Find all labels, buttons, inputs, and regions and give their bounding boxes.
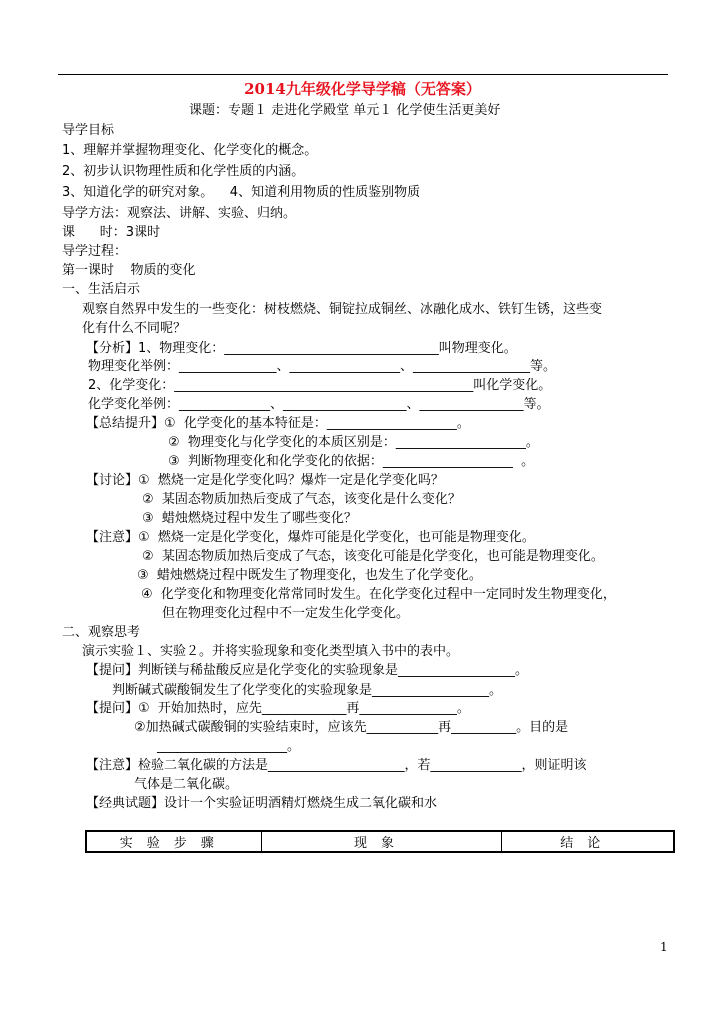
text-line: ③ 判断物理变化和化学变化的依据：____________________ 。 bbox=[168, 454, 535, 469]
text-line: 导学目标 bbox=[62, 123, 115, 138]
text-line: ② 物理变化与化学变化的本质区别是：____________________。 bbox=[168, 435, 539, 450]
text-line: 观察自然界中发生的一些变化：树枝燃烧、铜锭拉成铜丝、冰融化成水、铁钉生锈，这些变 bbox=[82, 302, 603, 317]
table-header-cell: 结论 bbox=[501, 831, 674, 852]
text-line: 【讨论】① 燃烧一定是化学变化吗？爆炸一定是化学变化吗？ bbox=[86, 473, 444, 488]
table-header-cell: 实验步骤 bbox=[86, 831, 261, 852]
text-line: 物理变化举例：_______________、_________________、__________________等。 bbox=[88, 359, 557, 374]
text-line: 导学过程： bbox=[62, 244, 128, 259]
table-header-cell: 现象 bbox=[261, 831, 501, 852]
text-line: 1、理解并掌握物理变化、化学变化的概念。 bbox=[62, 143, 318, 158]
text-line: ③ 蜡烛燃烧过程中发生了哪些变化？ bbox=[142, 511, 357, 526]
text-line: 2、化学变化：______________________________________________叫化学变化。 bbox=[88, 378, 552, 393]
text-line: 化学变化举例：______________、___________________、________________等。 bbox=[88, 397, 550, 412]
text-line: ④ 化学变化和物理变化常常同时发生。在化学变化过程中一定同时发生物理变化， bbox=[141, 587, 616, 602]
text-line: 导学方法：观察法、讲解、实验、归纳。 bbox=[62, 206, 297, 221]
text-line: 【提问】判断镁与稀盐酸反应是化学变化的实验现象是__________________。 bbox=[86, 663, 529, 678]
text-line: ③ 蜡烛燃烧过程中既发生了物理变化，也发生了化学变化。 bbox=[137, 568, 482, 583]
text-line: 化有什么不同呢？ bbox=[82, 321, 187, 336]
text-line: 【注意】检验二氧化碳的方法是_____________________，若______________，则证明该 bbox=[86, 758, 587, 773]
text-line: 【提问】① 开始加热时，应先_____________再_______________。 bbox=[86, 701, 470, 716]
text-line: 气体是二氧化碳。 bbox=[134, 777, 239, 792]
text-line: ② 某固态物质加热后变成了气态，该变化可能是化学变化，也可能是物理变化。 bbox=[142, 549, 604, 564]
text-line: 二、观察思考 bbox=[62, 625, 141, 640]
text-line: 第一课时 物质的变化 bbox=[62, 263, 196, 278]
text-line: 判断碱式碳酸铜发生了化学变化的实验现象是__________________。 bbox=[112, 683, 503, 698]
text-line: 课 时：3课时 bbox=[62, 225, 161, 240]
header-rule bbox=[58, 74, 668, 75]
text-line: 【分析】1、物理变化：_________________________________叫物理变化。 bbox=[86, 341, 517, 356]
lesson-subtitle: 课题：专题１ 走进化学殿堂 单元１ 化学使生活更美好 bbox=[189, 103, 501, 118]
text-line: ____________________。 bbox=[157, 739, 301, 754]
text-line: 但在物理变化过程中不一定发生化学变化。 bbox=[162, 606, 410, 621]
text-line: 【注意】① 燃烧一定是化学变化，爆炸可能是化学变化，也可能是物理变化。 bbox=[86, 530, 535, 545]
table-header-row bbox=[86, 831, 674, 852]
page-number: 1 bbox=[660, 940, 668, 954]
text-line: 3、知道化学的研究对象。 4、知道利用物质的性质鉴别物质 bbox=[62, 185, 421, 200]
text-line: ② 某固态物质加热后变成了气态，该变化是什么变化？ bbox=[142, 492, 461, 507]
experiment-table bbox=[85, 830, 675, 853]
text-line: 【总结提升】① 化学变化的基本特征是：____________________。 bbox=[86, 416, 470, 431]
text-line: 演示实验１、实验２。并将实验现象和变化类型填入书中的表中。 bbox=[82, 644, 460, 659]
text-line: 【经典试题】设计一个实验证明酒精灯燃烧生成二氧化碳和水 bbox=[86, 796, 438, 811]
text-line: 一、生活启示 bbox=[62, 282, 141, 297]
text-line: 2、初步认识物理性质和化学性质的内涵。 bbox=[62, 164, 305, 179]
page-title: 2014九年级化学导学稿（无答案） bbox=[244, 80, 481, 98]
text-line: ②加热碱式碳酸铜的实验结束时，应该先___________再__________。目的是 bbox=[134, 720, 569, 735]
